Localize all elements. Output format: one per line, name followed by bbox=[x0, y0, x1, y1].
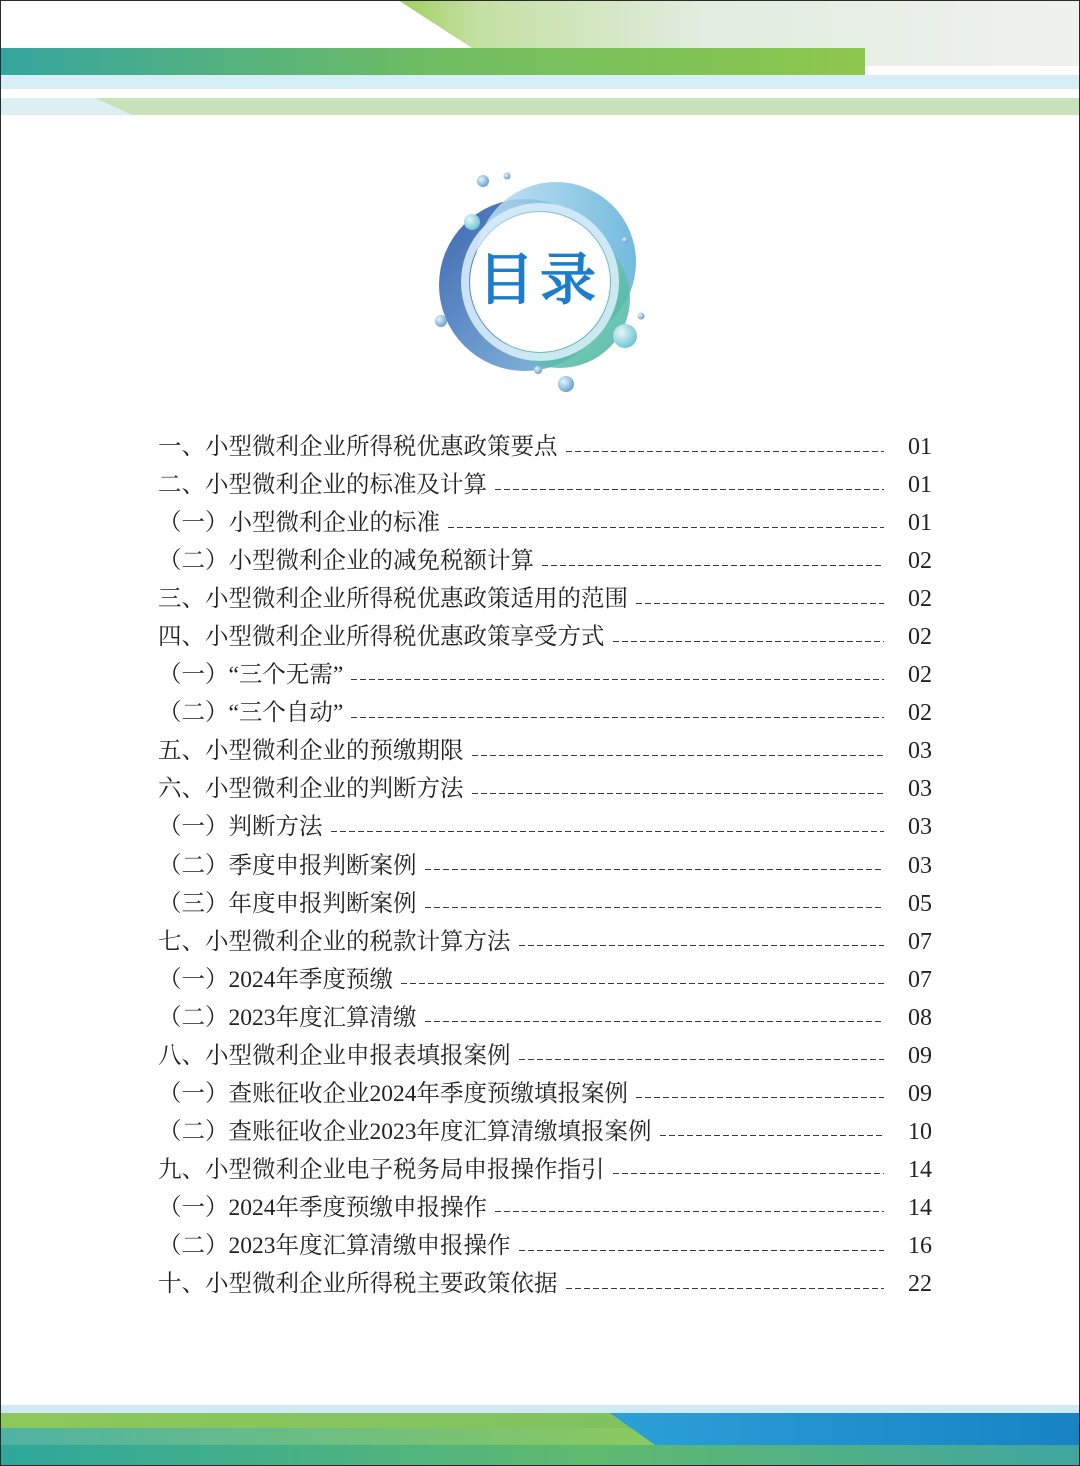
toc-dot-leader bbox=[401, 983, 884, 984]
toc-entry-label: （二）查账征收企业2023年度汇算清缴填报案例 bbox=[158, 1118, 652, 1145]
toc-dot-leader bbox=[495, 489, 884, 490]
toc-page-number: 07 bbox=[908, 928, 932, 955]
toc-entry bbox=[158, 770, 932, 808]
toc-entry-label: （一）“三个无需” bbox=[158, 662, 344, 689]
toc-entry-label: 九、小型微利企业电子税务局申报操作指引 bbox=[158, 1156, 605, 1183]
toc-dot-leader bbox=[519, 945, 885, 946]
toc-entry-label: （三）年度申报判断案例 bbox=[158, 890, 417, 917]
toc-dot-leader bbox=[472, 755, 885, 756]
toc-dot-leader bbox=[613, 641, 885, 642]
toc-dot-leader bbox=[542, 565, 884, 566]
table-of-contents bbox=[158, 428, 932, 1303]
toc-entry-label: 五、小型微利企业的预缴期限 bbox=[158, 738, 464, 765]
toc-dot-leader bbox=[613, 1173, 885, 1174]
header-decoration bbox=[0, 0, 1080, 120]
toc-dot-leader bbox=[519, 1250, 885, 1251]
toc-dot-leader bbox=[519, 1059, 885, 1060]
page-title: 目录 bbox=[478, 248, 602, 311]
toc-entry bbox=[158, 542, 932, 580]
toc-entry bbox=[158, 732, 932, 770]
toc-entry bbox=[158, 923, 932, 961]
toc-entry-label: （一）2024年季度预缴申报操作 bbox=[158, 1194, 487, 1221]
toc-page-number: 14 bbox=[908, 1156, 932, 1183]
toc-dot-leader bbox=[351, 679, 884, 680]
toc-page-number: 03 bbox=[908, 738, 932, 765]
toc-entry bbox=[158, 466, 932, 504]
toc-dot-leader bbox=[566, 1288, 885, 1289]
toc-dot-leader bbox=[495, 1211, 884, 1212]
footer-decoration bbox=[0, 1400, 1080, 1466]
toc-page-number: 05 bbox=[908, 890, 932, 917]
toc-entry-label: （一）判断方法 bbox=[158, 814, 323, 841]
toc-dot-leader bbox=[636, 1097, 884, 1098]
toc-page-number: 02 bbox=[908, 624, 932, 651]
toc-page-number: 10 bbox=[908, 1118, 932, 1145]
toc-page-number: 16 bbox=[908, 1233, 932, 1259]
toc-entry bbox=[158, 618, 932, 656]
toc-dot-leader bbox=[660, 1135, 885, 1136]
toc-entry bbox=[158, 694, 932, 732]
toc-entry bbox=[158, 428, 932, 466]
toc-dot-leader bbox=[425, 869, 885, 870]
toc-entry bbox=[158, 961, 932, 999]
toc-page-number: 02 bbox=[908, 548, 932, 575]
toc-dot-leader bbox=[472, 793, 885, 794]
toc-page-number: 08 bbox=[908, 1004, 932, 1031]
toc-entry bbox=[158, 808, 932, 846]
toc-page-number: 02 bbox=[908, 700, 932, 727]
toc-entry-label: 六、小型微利企业的判断方法 bbox=[158, 776, 464, 803]
toc-page-number: 14 bbox=[908, 1194, 932, 1221]
toc-entry-label: （一）查账征收企业2024年季度预缴填报案例 bbox=[158, 1080, 628, 1107]
toc-entry-label: （二）“三个自动” bbox=[158, 700, 344, 727]
toc-entry-label: 十、小型微利企业所得税主要政策依据 bbox=[158, 1271, 558, 1298]
toc-entry-label: （二）季度申报判断案例 bbox=[158, 852, 417, 879]
toc-entry bbox=[158, 1151, 932, 1189]
toc-page-number: 22 bbox=[908, 1271, 932, 1298]
toc-entry bbox=[158, 1075, 932, 1113]
toc-entry-label: 四、小型微利企业所得税优惠政策享受方式 bbox=[158, 624, 605, 651]
toc-dot-leader bbox=[331, 831, 885, 832]
toc-entry-label: （一）小型微利企业的标准 bbox=[158, 510, 440, 537]
toc-page-number: 07 bbox=[908, 966, 932, 993]
toc-entry-label: （二）小型微利企业的减免税额计算 bbox=[158, 548, 534, 575]
toc-entry bbox=[158, 885, 932, 923]
toc-entry bbox=[158, 1189, 932, 1227]
toc-page-number: 03 bbox=[908, 852, 932, 879]
toc-entry bbox=[158, 1265, 932, 1303]
toc-page-number: 02 bbox=[908, 662, 932, 689]
toc-entry bbox=[158, 999, 932, 1037]
toc-entry bbox=[158, 580, 932, 618]
toc-entry bbox=[158, 1037, 932, 1075]
toc-entry bbox=[158, 1113, 932, 1151]
toc-dot-leader bbox=[448, 527, 884, 528]
toc-entry bbox=[158, 847, 932, 885]
toc-entry-label: 七、小型微利企业的税款计算方法 bbox=[158, 928, 511, 955]
toc-page-number: 03 bbox=[908, 776, 932, 803]
toc-page-number: 02 bbox=[908, 586, 932, 613]
toc-entry-label: （一）2024年季度预缴 bbox=[158, 966, 393, 993]
toc-dot-leader bbox=[351, 717, 884, 718]
toc-dot-leader bbox=[636, 603, 884, 604]
toc-entry-label: 八、小型微利企业申报表填报案例 bbox=[158, 1042, 511, 1069]
toc-dot-leader bbox=[425, 907, 885, 908]
toc-entry bbox=[158, 1227, 932, 1265]
toc-entry-label: （二）2023年度汇算清缴申报操作 bbox=[158, 1233, 511, 1259]
toc-entry bbox=[158, 656, 932, 694]
toc-dot-leader bbox=[425, 1021, 885, 1022]
toc-entry-label: （二）2023年度汇算清缴 bbox=[158, 1004, 417, 1031]
toc-entry-label: 三、小型微利企业所得税优惠政策适用的范围 bbox=[158, 586, 628, 613]
toc-page-number: 09 bbox=[908, 1080, 932, 1107]
toc-entry-label: 二、小型微利企业的标准及计算 bbox=[158, 472, 487, 499]
toc-dot-leader bbox=[566, 451, 885, 452]
toc-page-number: 03 bbox=[908, 814, 932, 841]
toc-page-number: 01 bbox=[908, 434, 932, 461]
toc-page-number: 01 bbox=[908, 472, 932, 499]
toc-page-number: 01 bbox=[908, 510, 932, 537]
toc-entry-label: 一、小型微利企业所得税优惠政策要点 bbox=[158, 434, 558, 461]
toc-page-number: 09 bbox=[908, 1042, 932, 1069]
toc-entry bbox=[158, 504, 932, 542]
